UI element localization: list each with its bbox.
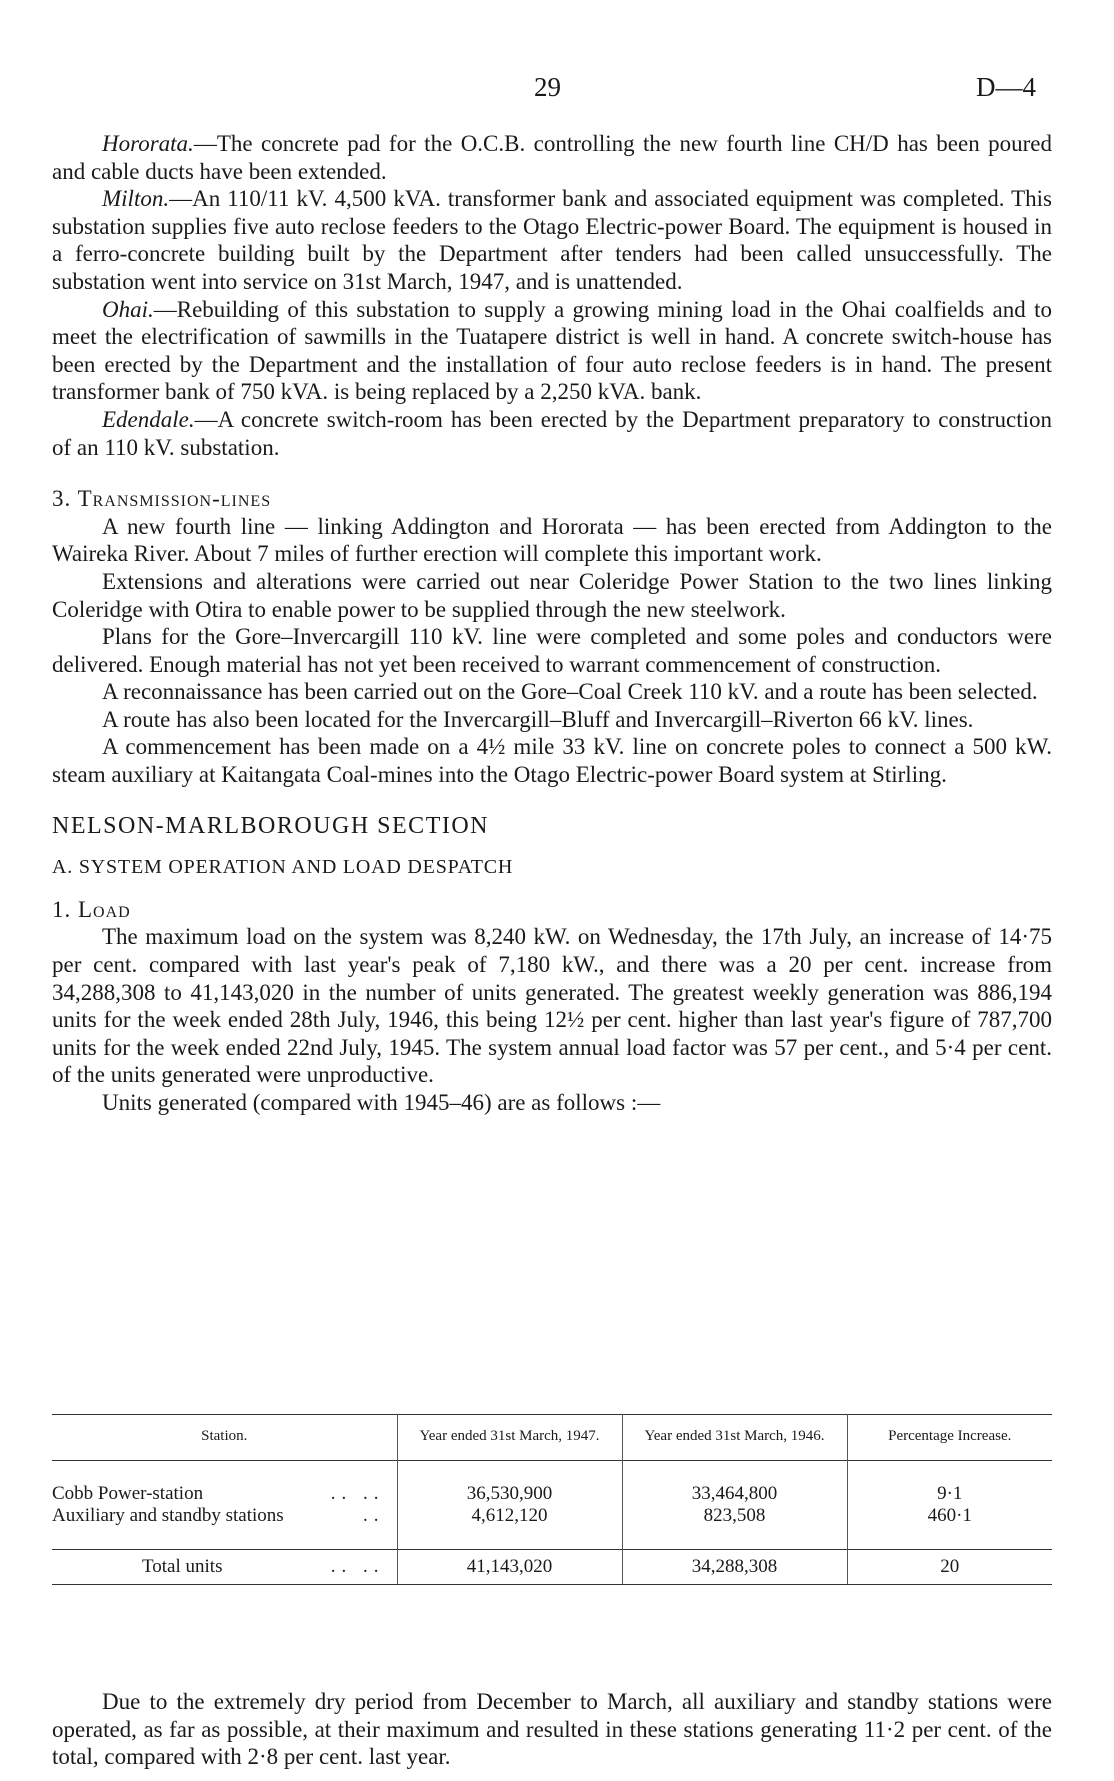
- total-1947: 41,143,020: [397, 1550, 622, 1585]
- total-label: Total units: [142, 1556, 223, 1577]
- page-number: 29: [534, 72, 561, 102]
- column-header: Percentage Increase.: [847, 1415, 1052, 1461]
- cell-percentage: 9·1: [847, 1483, 1052, 1505]
- body-paragraph: A route has also been located for the Invercargill–Bluff and Invercargill–Riverton 66 kV. lines.: [102, 706, 974, 732]
- column-header: Year ended 31st March, 1947.: [397, 1415, 622, 1461]
- table-row: Cobb Power-station .. .. 36,530,900 33,464,800 9·1: [52, 1483, 1052, 1505]
- substation-name: Hororata.: [102, 131, 194, 156]
- cell-1947: 36,530,900: [397, 1483, 622, 1505]
- total-1946: 34,288,308: [622, 1550, 847, 1585]
- substations-block: [52, 130, 1052, 1117]
- units-generated-table: [52, 1414, 1052, 1585]
- body-paragraph: The maximum load on the system was 8,240 kW. on Wednesday, the 17th July, an increase of 14·75 per cent. compared with last year's peak of 7,180 kW., and there was a 20 per cent. increase from 34,288,308 to 41,143,020 in the number of units generated. The greatest weekly generation was 886,194 units for the week ended 28th July, 1946, this being 12½ per cent. higher than last year's figure of 787,700 units for the week ended 22nd July, 1945. The system annual load factor was 57 per cent., and 5·4 per cent. of the units generated were unproductive.: [52, 924, 1052, 1088]
- cell-percentage: 460·1: [847, 1505, 1052, 1527]
- closing-block: [52, 1688, 1052, 1771]
- cell-1946: 33,464,800: [622, 1483, 847, 1505]
- table-header-row: [52, 1415, 1052, 1461]
- substation-name: Milton.: [102, 186, 170, 212]
- subsection-title: A. SYSTEM OPERATION AND LOAD DESPATCH: [52, 856, 514, 879]
- body-paragraph: A commencement has been made on a 4½ mile 33 kV. line on concrete poles to connect a 500 kW. steam auxiliary at Kaitangata Coal-mines into the Otago Electric-power Board system at Stirling.: [52, 734, 1052, 788]
- column-header: Station.: [201, 1428, 248, 1444]
- substation-name: Edendale.: [102, 406, 195, 432]
- substation-paragraph: Hororata.—The concrete pad for the O.C.B. controlling the new fourth line CH/D has been poured and cable ducts have been extended.: [52, 131, 1052, 184]
- column-header: Year ended 31st March, 1946.: [622, 1415, 847, 1461]
- substation-name: Ohai.: [102, 296, 154, 322]
- body-paragraph: A new fourth line — linking Addington and Hororata — has been erected from Addington to the Waireka River. About 7 miles of further erection will complete this important work.: [52, 513, 1052, 567]
- station-name: Auxiliary and standby stations: [52, 1505, 284, 1526]
- body-paragraph: Due to the extremely dry period from December to March, all auxiliary and standby stations were operated, as far as possible, at their maximum and resulted in these stations generating 11·2 per cent. of the total, compared with 2·8 per cent. last year.: [52, 1689, 1052, 1770]
- substation-paragraph: Edendale.—A concrete switch-room has been erected by the Department preparatory to construction of an 110 kV. substation.: [52, 406, 1052, 460]
- substation-paragraph: Milton.—An 110/11 kV. 4,500 kVA. transformer bank and associated equipment was completed. This substation supplies five auto reclose feeders to the Otago Electric-power Board. The equipment is housed in a ferro-concrete building built by the Department after tenders had been called unsuccessfully. The substation went into service on 31st March, 1947, and is unattended.: [52, 186, 1052, 294]
- cell-1946: 823,508: [622, 1505, 847, 1527]
- substation-paragraph: Ohai.—Rebuilding of this substation to supply a growing mining load in the Ohai coalfields and to meet the electrification of sawmills in the Tuatapere district is well in hand. A concrete switch-house has been erected by the Department and the installation of four auto reclose feeders is in hand. The present transformer bank of 750 kVA. is being replaced by a 2,250 kVA. bank.: [52, 296, 1052, 405]
- table-total-row: Total units .. .. 41,143,020 34,288,308 20: [52, 1550, 1052, 1585]
- transmission-heading: 3. Transmission-lines: [52, 486, 272, 512]
- station-name: Cobb Power-station: [52, 1483, 204, 1504]
- units-intro: Units generated (compared with 1945–46) are as follows :—: [102, 1090, 661, 1115]
- section-title: NELSON-MARLBOROUGH SECTION: [52, 812, 490, 839]
- total-percentage: 20: [847, 1550, 1052, 1585]
- load-heading: 1. Load: [52, 896, 131, 922]
- body-paragraph: A reconnaissance has been carried out on the Gore–Coal Creek 110 kV. and a route has been selected.: [102, 679, 1038, 705]
- table-row: Auxiliary and standby stations .. 4,612,120 823,508 460·1: [52, 1505, 1052, 1527]
- body-paragraph: Plans for the Gore–Invercargill 110 kV. line were completed and some poles and conductors were delivered. Enough material has not yet been received to warrant commencement of construction.: [52, 624, 1052, 677]
- body-paragraph: Extensions and alterations were carried out near Coleridge Power Station to the two lines linking Coleridge with Otira to enable power to be supplied through the new steelwork.: [52, 568, 1052, 622]
- report-code: D—4: [976, 72, 1036, 102]
- cell-1947: 4,612,120: [397, 1505, 622, 1527]
